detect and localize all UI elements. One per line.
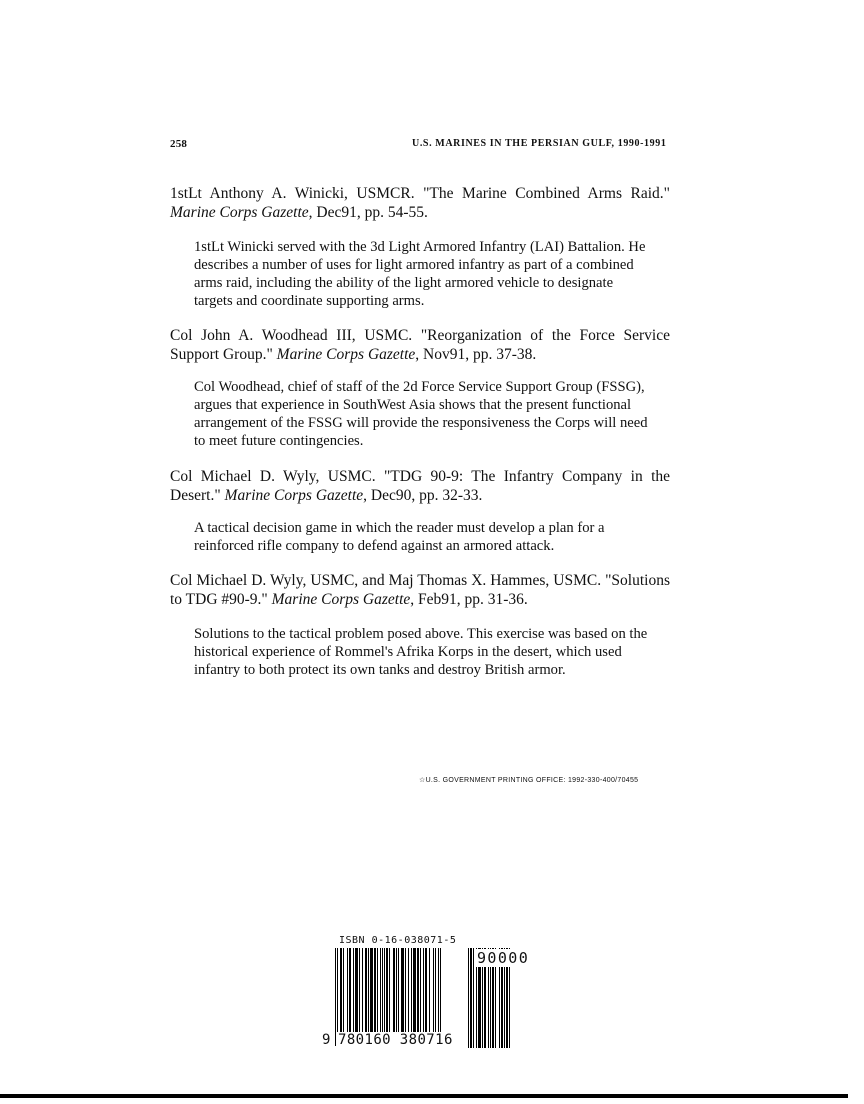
citation-entry (170, 326, 670, 364)
citation-issue: , Dec90, pp. 32-33. (363, 487, 483, 504)
citation-issue: , Dec91, pp. 54-55. (308, 204, 428, 221)
citation-author: Col Michael D. Wyly, USMC, and Maj Thomas X. Hammes, USMC. (170, 572, 602, 589)
barcode-bar (405, 948, 406, 1032)
barcode-bar (380, 948, 381, 1032)
barcode-bar (362, 948, 363, 1032)
barcode-bar (377, 948, 378, 1032)
isbn-label: ISBN 0-16-038071-5 (339, 935, 457, 946)
gpo-notice: ☆U.S. GOVERNMENT PRINTING OFFICE: 1992-330-400/70455 (419, 777, 639, 784)
barcode-bar (470, 948, 472, 1048)
barcode-bar (393, 948, 395, 1032)
citation-title: "Solutions to TDG #90-9." (170, 572, 670, 608)
barcode-bar (473, 948, 474, 1048)
ean-digits: 780160 380716 (338, 1032, 453, 1048)
citation-issue: , Nov91, pp. 37-38. (415, 346, 537, 363)
journal-name: Marine Corps Gazette (170, 204, 309, 221)
barcode-bar (433, 948, 434, 1032)
barcode-bar (355, 948, 358, 1032)
citation-title: "Reorganization of the Force Service Support Group." (170, 327, 670, 363)
page-number: 258 (170, 138, 188, 150)
barcode-bar (401, 948, 404, 1032)
barcode-bar (353, 948, 354, 1032)
barcode-bar (359, 948, 360, 1032)
journal-name: Marine Corps Gazette (276, 346, 416, 363)
barcode-bar (417, 948, 419, 1032)
barcode-bar (347, 948, 348, 1032)
citation-author: Col John A. Woodhead III, USMC. (170, 327, 413, 344)
barcode-bar (370, 948, 373, 1032)
barcode-bar (411, 948, 412, 1032)
barcode-bar (343, 948, 344, 1032)
barcode-bar (420, 948, 421, 1032)
barcode-bar (368, 948, 369, 1032)
annotation: 1stLt Winicki served with the 3d Light Armored Infantry (LAI) Battalion. He describes a number of uses for light armored infantry as part of a combined arms raid, including the ability of the light armored vehicle to designate targets and coordinate supporting arms. (194, 239, 646, 309)
citation-author: 1stLt Anthony A. Winicki, USMCR. (170, 185, 415, 202)
barcode-bar (340, 948, 342, 1032)
citation-entry (170, 571, 670, 609)
barcode-bar (435, 948, 436, 1032)
ean-lead-digit: 9 (322, 1032, 331, 1048)
annotation: Solutions to the tactical problem posed above. This exercise was based on the historical experience of Rommel's Afrika Korps in the desert, which used infantry to both protect its own tanks and destroy British armor. (194, 626, 648, 678)
barcode-bar (374, 948, 376, 1032)
running-title: U.S. MARINES IN THE PERSIAN GULF, 1990-1991 (412, 138, 667, 149)
barcode-bar (382, 948, 383, 1032)
citation-entry (170, 184, 670, 222)
barcode-bar (408, 948, 409, 1032)
barcode-bar (413, 948, 416, 1032)
barcode-bar (349, 948, 351, 1032)
barcode-bar (425, 948, 427, 1032)
barcode-bar (335, 948, 336, 1046)
journal-name: Marine Corps Gazette (271, 591, 411, 608)
barcode-bar (468, 948, 469, 1048)
bottom-rule (0, 1094, 848, 1098)
barcode-bar (398, 948, 399, 1032)
citation-entry (170, 467, 670, 505)
annotation: Col Woodhead, chief of staff of the 2d Force Service Support Group (FSSG), argues that experience in SouthWest Asia shows that the present functional arrangement of the FSSG will provide the responsiveness the Corps will need to meet future contingencies. (194, 379, 648, 449)
journal-name: Marine Corps Gazette (224, 487, 364, 504)
annotation: A tactical decision game in which the reader must develop a plan for a reinforced rifle company to defend against an armored attack. (194, 520, 605, 554)
barcode-bar (423, 948, 424, 1032)
citation-issue: , Feb91, pp. 31-36. (410, 591, 528, 608)
citation-title: "The Marine Combined Arms Raid." (423, 185, 670, 202)
citation-author: Col Michael D. Wyly, USMC. (170, 468, 376, 485)
barcode-bar (365, 948, 367, 1032)
barcode-bar (396, 948, 397, 1032)
barcode-bar (429, 948, 430, 1032)
citation-title: "TDG 90-9: The Infantry Company in the Desert." (170, 468, 671, 504)
price-code: 90000 (477, 949, 530, 967)
